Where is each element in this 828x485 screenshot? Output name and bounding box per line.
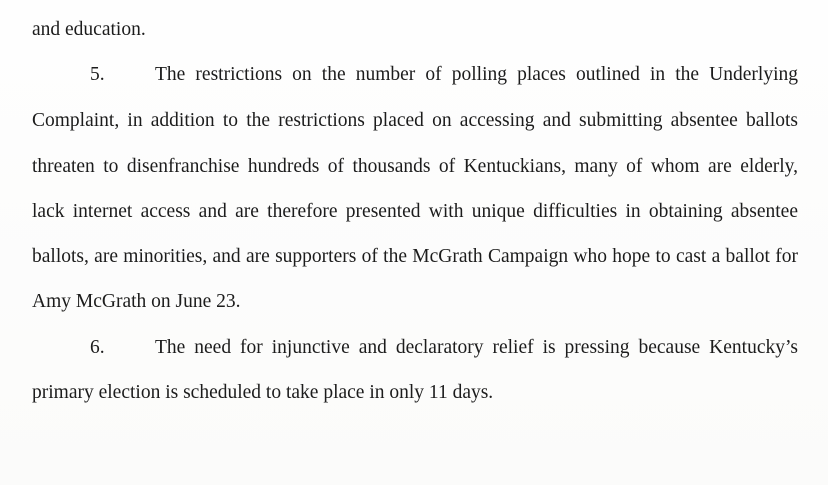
text-line: and education. (32, 19, 146, 40)
paragraph-5-line (32, 109, 798, 133)
text-line: Amy McGrath on June 23. (32, 291, 241, 312)
paragraph-5-line (32, 200, 798, 224)
paragraph-5-first-line (90, 63, 798, 87)
paragraph-5-last-line (32, 290, 798, 314)
paragraph-6-last-line (32, 381, 798, 405)
paragraph-6-first-line (90, 336, 798, 360)
text-line: threaten to disenfranchise hundreds of thousands of Kentuckians, many of whom are elderly, (32, 156, 798, 177)
paragraph-4-tail (32, 18, 798, 42)
text-line: lack internet access and are therefore presented with unique difficulties in obtaining absentee (32, 201, 798, 222)
paragraph-number: 6. (90, 337, 105, 358)
paragraph-5-line (32, 245, 798, 269)
text-line: The restrictions on the number of polling places outlined in the Underlying (155, 64, 798, 85)
text-line: The need for injunctive and declaratory relief is pressing because Kentucky’s (155, 337, 798, 358)
paragraph-5-line (32, 155, 798, 179)
paragraph-number: 5. (90, 64, 105, 85)
text-line: primary election is scheduled to take place in only 11 days. (32, 382, 494, 403)
text-line: Complaint, in addition to the restrictions placed on accessing and submitting absentee ballots (32, 110, 798, 131)
text-line: ballots, are minorities, and are supporters of the McGrath Campaign who hope to cast a ballot for (32, 246, 798, 267)
